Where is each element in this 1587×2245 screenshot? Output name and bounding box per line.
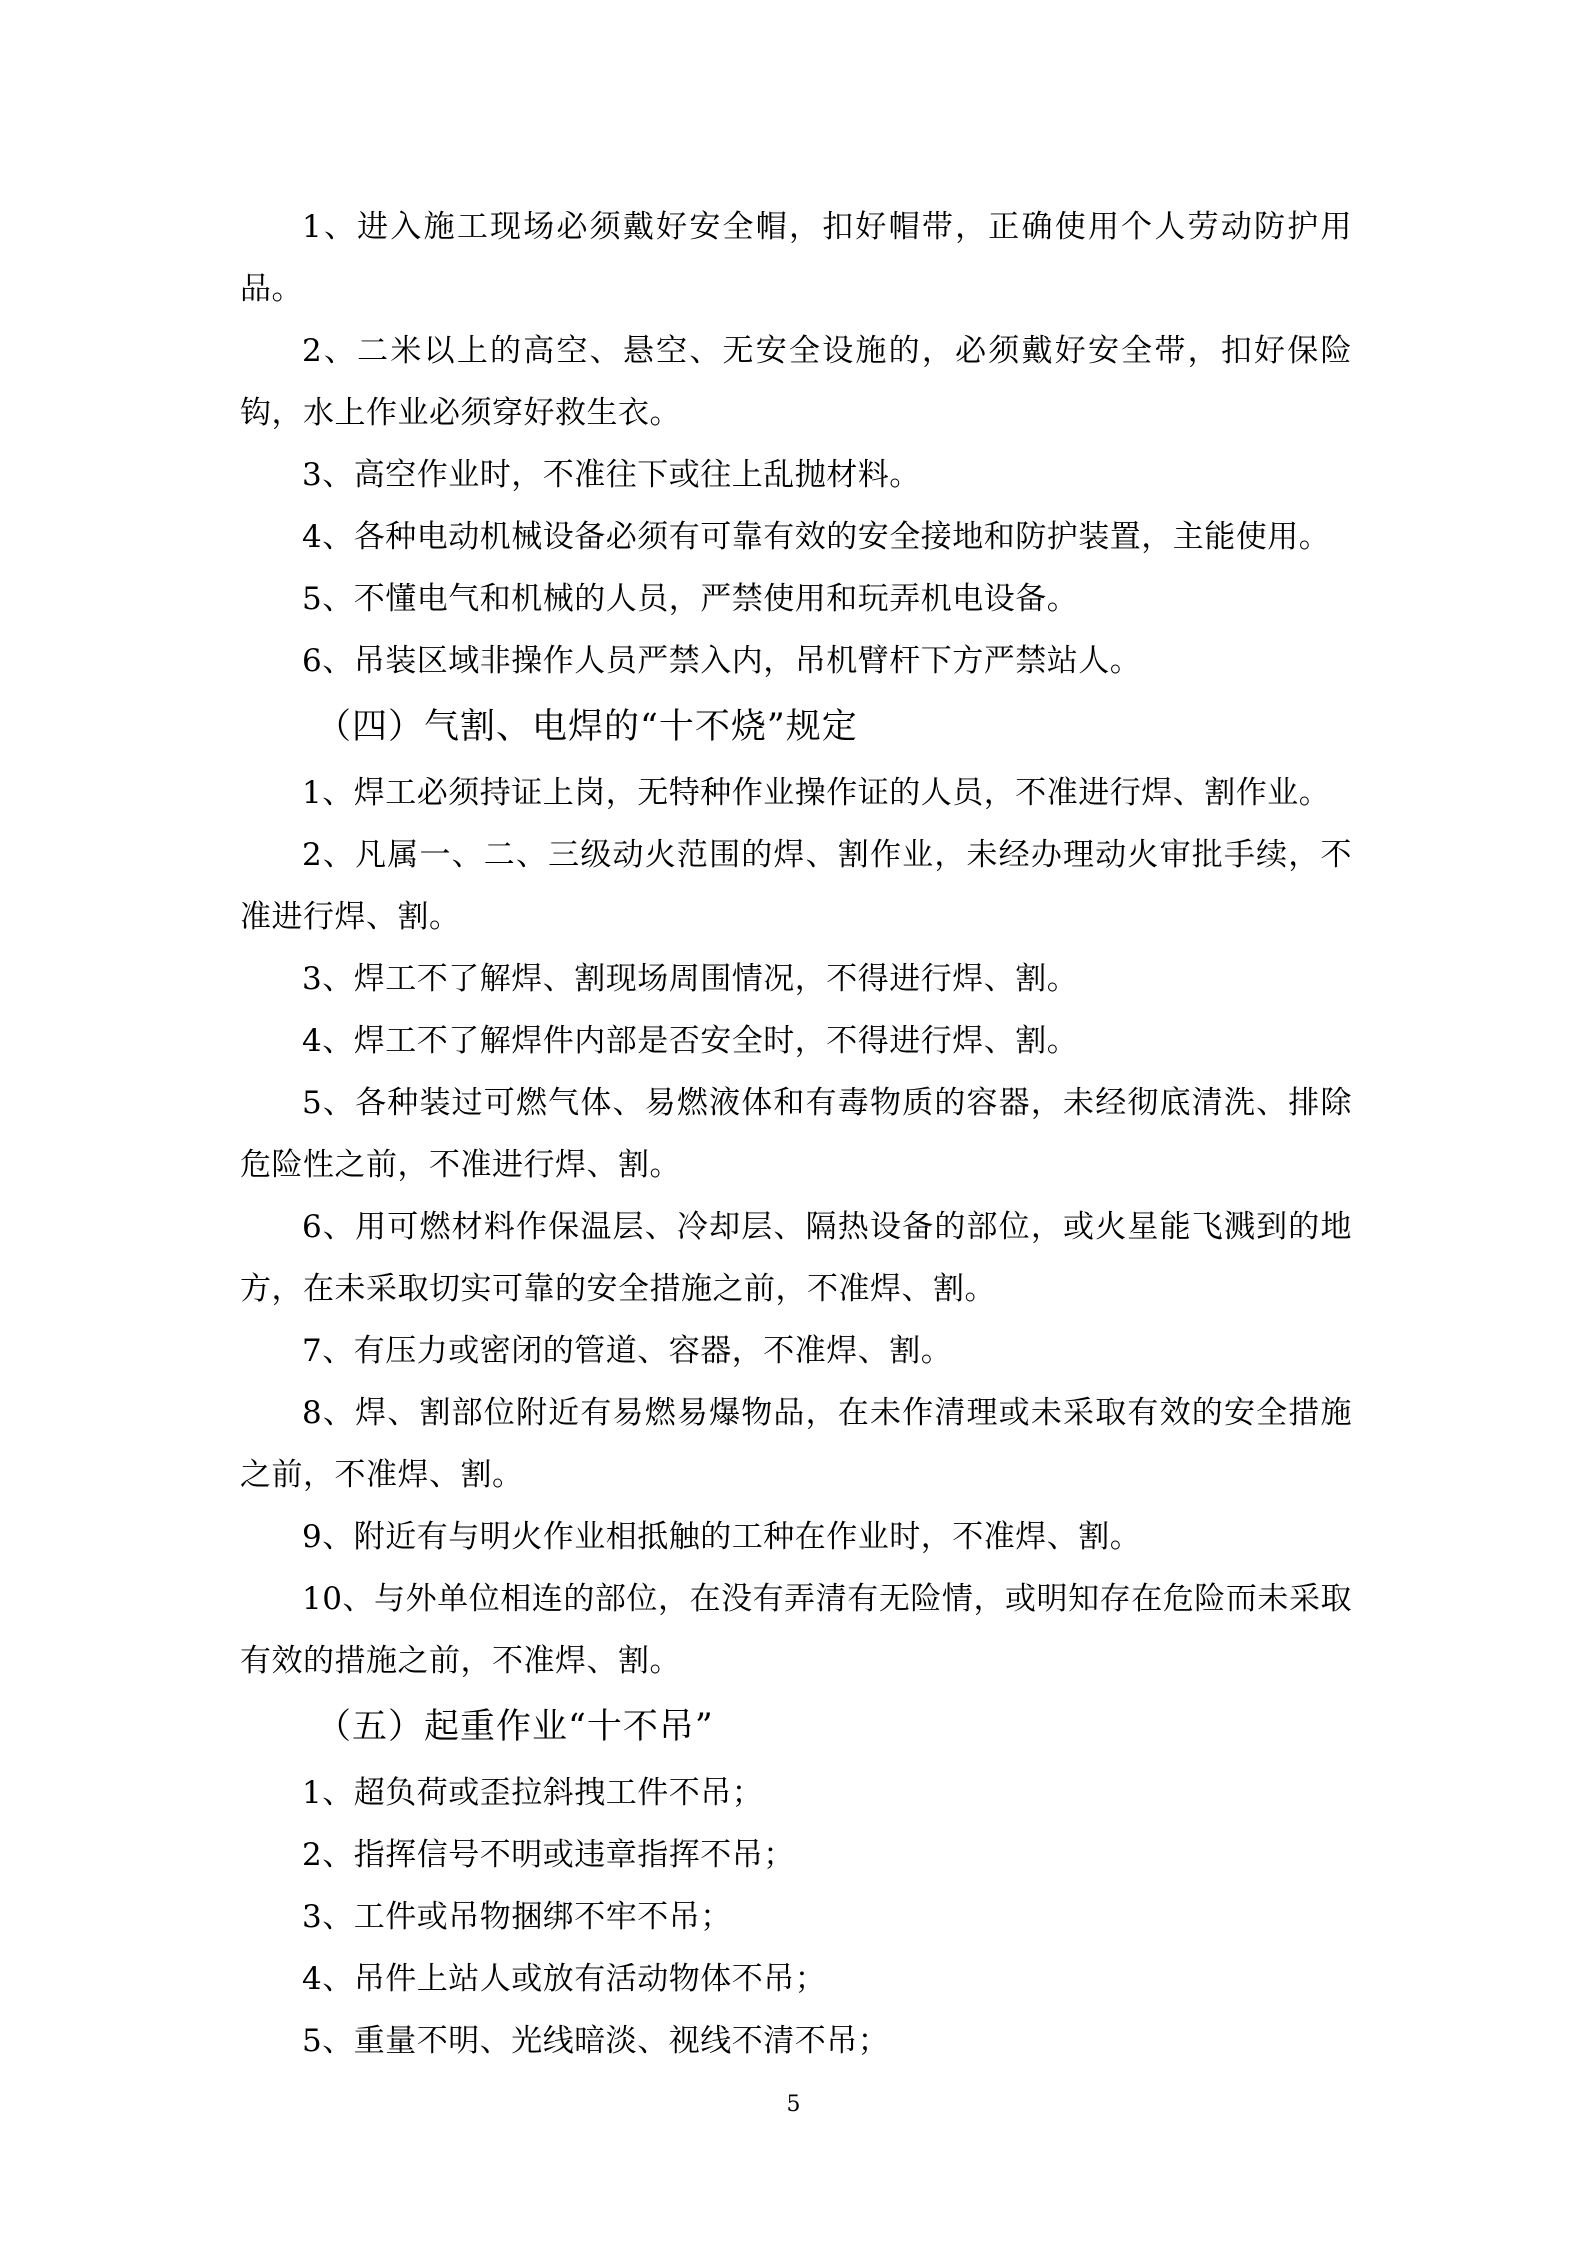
list-item: 1、超负荷或歪拉斜拽工件不吊； bbox=[302, 1775, 764, 1811]
list-item: 4、吊件上站人或放有活动物体不吊； bbox=[302, 1961, 827, 1997]
list-item: 2、指挥信号不明或违章指挥不吊； bbox=[302, 1837, 795, 1873]
list-item: 2、凡属一、二、三级动火范围的焊、割作业，未经办理动火审批手续，不准进行焊、割。 bbox=[240, 837, 1352, 935]
page-number: 5 bbox=[786, 2092, 801, 2117]
page-content bbox=[240, 196, 1352, 2072]
list-item: 4、焊工不了解焊件内部是否安全时，不得进行焊、割。 bbox=[302, 1023, 1079, 1059]
list-item: 2、二米以上的高空、悬空、无安全设施的，必须戴好安全带，扣好保险钩，水上作业必须穿好救生衣。 bbox=[240, 333, 1352, 431]
section-4-heading: （四）气割、电焊的“十不烧”规定 bbox=[316, 707, 858, 747]
list-item: 6、用可燃材料作保温层、冷却层、隔热设备的部位，或火星能飞溅到的地方，在未采取切实可靠的安全措施之前，不准焊、割。 bbox=[240, 1209, 1352, 1307]
list-item: 1、进入施工现场必须戴好安全帽，扣好帽带，正确使用个人劳动防护用品。 bbox=[240, 209, 1352, 307]
list-item: 1、焊工必须持证上岗，无特种作业操作证的人员，不准进行焊、割作业。 bbox=[302, 775, 1331, 811]
list-item: 10、与外单位相连的部位，在没有弄清有无险情，或明知存在危险而未采取有效的措施之前，不准焊、割。 bbox=[240, 1581, 1352, 1679]
list-item: 5、重量不明、光线暗淡、视线不清不吊； bbox=[302, 2023, 890, 2059]
list-item: 3、工件或吊物捆绑不牢不吊； bbox=[302, 1899, 732, 1935]
section-5-list bbox=[240, 1762, 1352, 2072]
list-item: 6、吊装区域非操作人员严禁入内，吊机臂杆下方严禁站人。 bbox=[302, 643, 1142, 679]
section-4-list bbox=[240, 762, 1352, 1692]
section-3-list bbox=[240, 196, 1352, 692]
list-item: 5、不懂电气和机械的人员，严禁使用和玩弄机电设备。 bbox=[302, 581, 1079, 617]
section-5-heading: （五）起重作业“十不吊” bbox=[316, 1707, 714, 1747]
list-item: 4、各种电动机械设备必须有可靠有效的安全接地和防护装置，主能使用。 bbox=[302, 519, 1331, 555]
list-item: 7、有压力或密闭的管道、容器，不准焊、割。 bbox=[302, 1333, 953, 1369]
list-item: 5、各种装过可燃气体、易燃液体和有毒物质的容器，未经彻底清洗、排除危险性之前，不准进行焊、割。 bbox=[240, 1085, 1352, 1183]
list-item: 3、高空作业时，不准往下或往上乱抛材料。 bbox=[302, 457, 921, 493]
list-item: 9、附近有与明火作业相抵触的工种在作业时，不准焊、割。 bbox=[302, 1519, 1142, 1555]
list-item: 3、焊工不了解焊、割现场周围情况，不得进行焊、割。 bbox=[302, 961, 1079, 997]
list-item: 8、焊、割部位附近有易燃易爆物品，在未作清理或未采取有效的安全措施之前，不准焊、割。 bbox=[240, 1395, 1352, 1493]
